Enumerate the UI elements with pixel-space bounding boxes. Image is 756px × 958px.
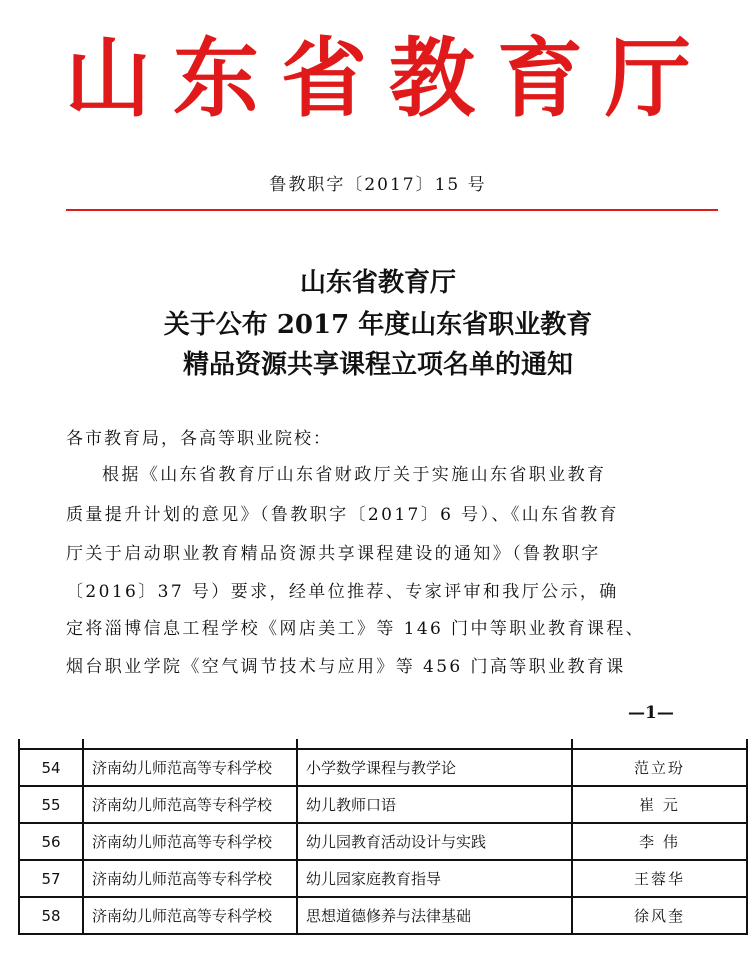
course-leader: 崔 元: [572, 786, 747, 823]
course-name: 幼儿教师口语: [297, 786, 572, 823]
masthead-title: 山东省教育厅: [65, 28, 713, 129]
row-number: 55: [19, 786, 83, 823]
course-leader: 李 伟: [572, 823, 747, 860]
table-row: [19, 897, 747, 934]
course-leader: 王蓉华: [572, 860, 747, 897]
notice-title-line-2: 关于公布 2017 年度山东省职业教育: [163, 310, 593, 340]
row-number: 56: [19, 823, 83, 860]
course-table: [18, 739, 748, 935]
course-leader: 范立玢: [572, 749, 747, 786]
red-divider: [66, 209, 718, 211]
course-name: 小学数学课程与教学论: [297, 749, 572, 786]
row-number: 58: [19, 897, 83, 934]
notice-title-line-1: 山东省教育厅: [299, 268, 456, 298]
salutation: 各市教育局，各高等职业院校：: [66, 429, 332, 449]
body-text-line: 根据《山东省教育厅山东省财政厅关于实施山东省职业教育: [102, 465, 607, 485]
page-number: —1—: [628, 703, 674, 723]
school-name: 济南幼儿师范高等专科学校: [83, 860, 297, 897]
body-text-line: 〔2016〕37 号）要求，经单位推荐、专家评审和我厅公示，确: [66, 582, 619, 602]
table-row: [19, 749, 747, 786]
school-name: 济南幼儿师范高等专科学校: [83, 786, 297, 823]
course-name: 幼儿园家庭教育指导: [297, 860, 572, 897]
table-row: [19, 823, 747, 860]
school-name: 济南幼儿师范高等专科学校: [83, 749, 297, 786]
row-number: 54: [19, 749, 83, 786]
notice-title-line-3: 精品资源共享课程立项名单的通知: [182, 350, 573, 380]
body-text-line: 定将淄博信息工程学校《网店美工》等 146 门中等职业教育课程、: [66, 619, 646, 639]
course-leader: 徐风奎: [572, 897, 747, 934]
course-name: 思想道德修养与法律基础: [297, 897, 572, 934]
table-row-continuation: [19, 739, 747, 749]
school-name: 济南幼儿师范高等专科学校: [83, 897, 297, 934]
course-name: 幼儿园教育活动设计与实践: [297, 823, 572, 860]
document-number: 鲁教职字〔2017〕15 号: [269, 175, 487, 195]
table-row: [19, 786, 747, 823]
body-text-line: 烟台职业学院《空气调节技术与应用》等 456 门高等职业教育课: [66, 657, 626, 677]
school-name: 济南幼儿师范高等专科学校: [83, 823, 297, 860]
table-row: [19, 860, 747, 897]
row-number: 57: [19, 860, 83, 897]
body-text-line: 质量提升计划的意见》（鲁教职字〔2017〕6 号）、《山东省教育: [66, 505, 619, 525]
body-text-line: 厅关于启动职业教育精品资源共享课程建设的通知》（鲁教职字: [66, 544, 601, 564]
